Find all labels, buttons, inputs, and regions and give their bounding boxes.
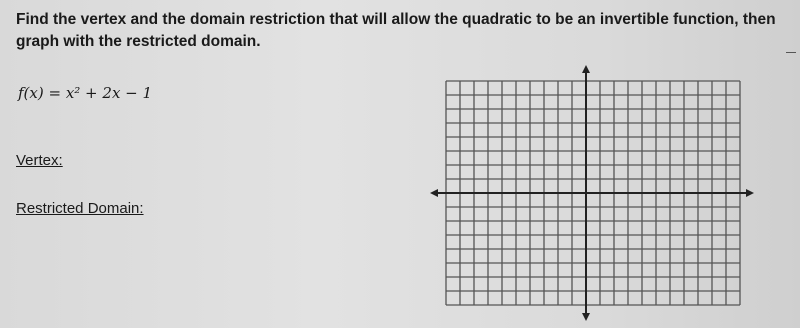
instructions-text: Find the vertex and the domain restriction that will allow the quadratic to be an invertible function, then graph with the restricted domain. bbox=[16, 11, 776, 50]
x-axis-arrow-left-icon bbox=[430, 189, 438, 197]
restricted-domain-label: Restricted Domain: bbox=[16, 200, 144, 217]
x-axis-arrow-right-icon bbox=[746, 189, 754, 197]
y-axis-arrow-up-icon bbox=[582, 65, 590, 73]
y-axis-arrow-down-icon bbox=[582, 313, 590, 321]
axes bbox=[430, 65, 754, 321]
function-equation: f(x) = x² + 2x − 1 bbox=[18, 84, 153, 102]
vertex-label: Vertex: bbox=[16, 152, 63, 169]
